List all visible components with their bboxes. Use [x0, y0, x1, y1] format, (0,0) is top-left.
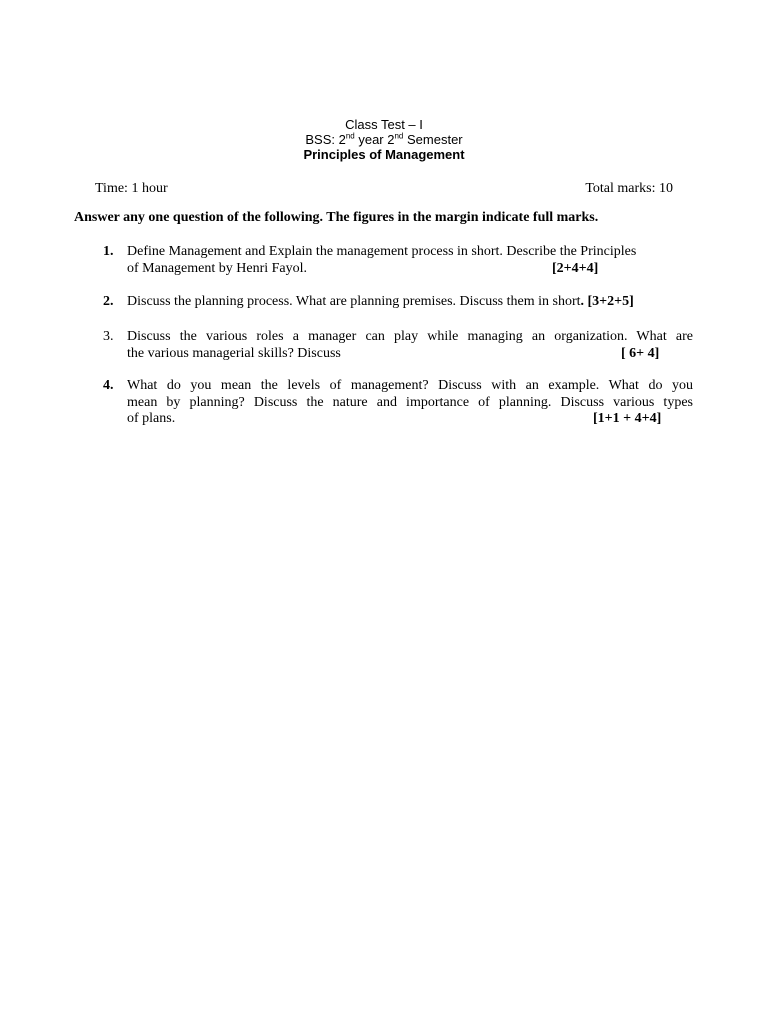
- question-text: of Management by Henri Fayol.: [127, 260, 308, 276]
- total-marks-label: Total marks: 10: [585, 181, 673, 196]
- question-number: 3.: [103, 329, 114, 344]
- question-marks: [2+4+4]: [552, 260, 599, 276]
- ordinal-suffix: nd: [345, 131, 355, 141]
- question-text: Define Management and Explain the management process in short. Describe the Principles: [127, 244, 637, 259]
- question-body: [127, 244, 693, 277]
- program-mid: year 2: [354, 132, 395, 147]
- question-marks: [ 6+ 4]: [621, 345, 660, 361]
- question-text: of plans.: [127, 411, 176, 426]
- exam-header: [0, 117, 768, 162]
- subject-title: Principles of Management: [303, 147, 465, 162]
- question-body: [127, 378, 693, 428]
- question-line: [127, 346, 693, 363]
- question-text: the various managerial skills? Discuss: [127, 345, 341, 361]
- question-number: 4.: [103, 378, 114, 393]
- instruction-text: Answer any one question of the following. The figures in the margin indicate full marks.: [74, 210, 599, 225]
- question-item: [103, 294, 703, 311]
- question-text: What do you mean the levels of management? Discuss with an example. What do you: [127, 378, 693, 393]
- question-number: 2.: [103, 294, 114, 309]
- question-item: [103, 244, 693, 277]
- question-line: [127, 261, 693, 278]
- question-marks: [1+1 + 4+4]: [593, 411, 662, 426]
- question-item: [103, 329, 693, 362]
- question-text: Discuss the various roles a manager can play while managing an organization. What are: [127, 329, 693, 344]
- question-body: [127, 294, 703, 311]
- question-line: [127, 294, 703, 311]
- program-line: [0, 132, 768, 147]
- question-number: 1.: [103, 244, 114, 259]
- question-marks: . [3+2+5]: [580, 294, 634, 309]
- question-item: [103, 378, 693, 428]
- question-body: [127, 329, 693, 362]
- test-title: Class Test – I: [345, 117, 423, 132]
- question-text: mean by planning? Discuss the nature and importance of planning. Discuss various types: [127, 394, 693, 410]
- question-line: [127, 411, 693, 428]
- program-suffix: Semester: [403, 132, 463, 147]
- ordinal-suffix: nd: [394, 131, 404, 141]
- program-prefix: BSS: 2: [305, 132, 346, 147]
- time-label: Time: 1 hour: [95, 181, 168, 196]
- question-text: Discuss the planning process. What are planning premises. Discuss them in short: [127, 294, 581, 309]
